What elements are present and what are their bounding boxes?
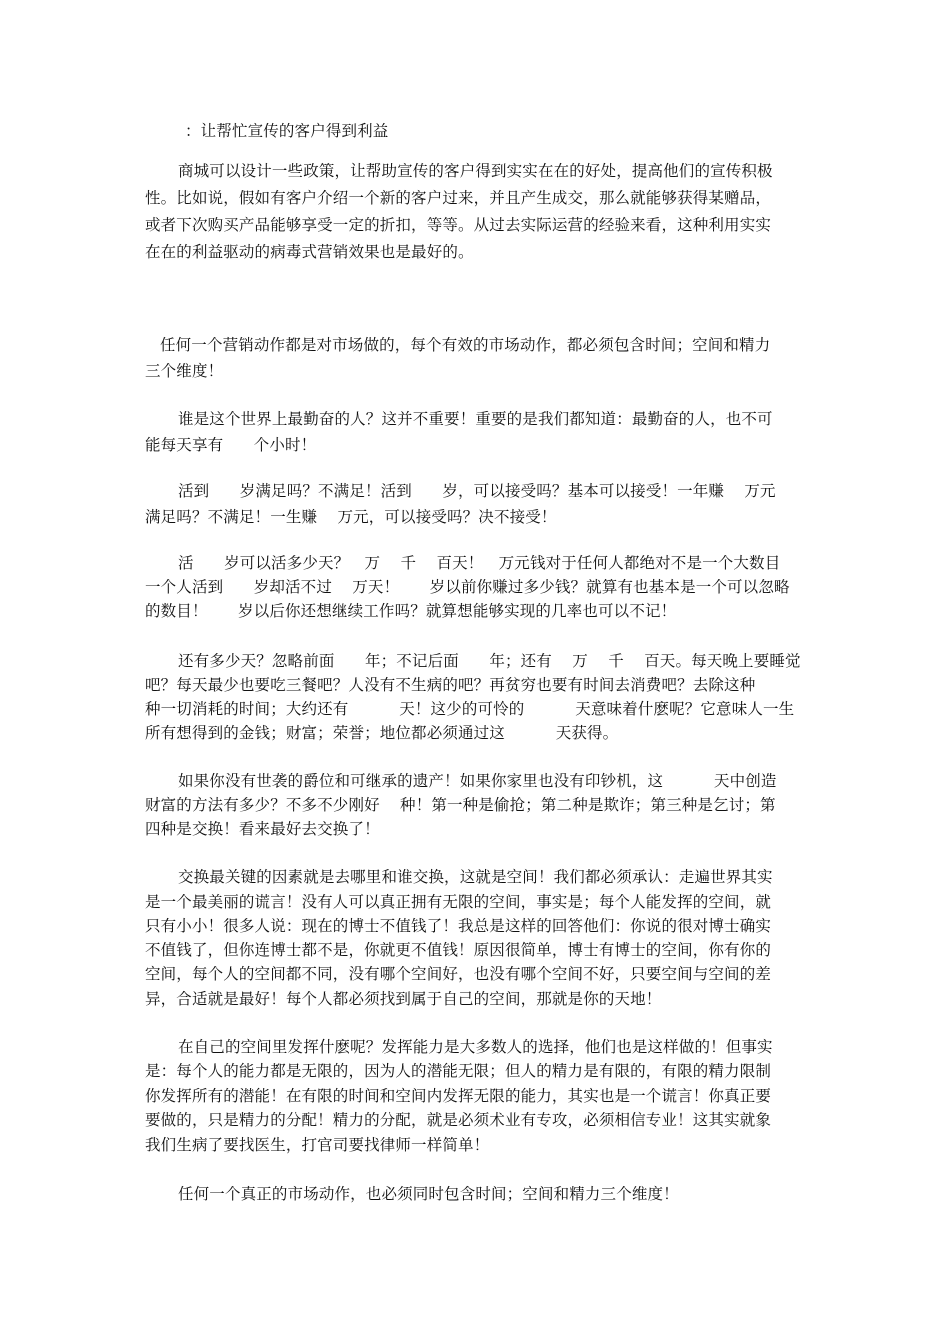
paragraph-9-line-3: 你发挥所有的潜能！在有限的时间和空间内发挥无限的能力，其实也是一个谎言！你真正要 [145,1087,772,1105]
paragraph-6-line-1: 还有多少天？忽略前面 年；不记后面 年；还有 万 千 百天。每天晚上要睡觉 [178,652,801,670]
paragraph-5-line-3: 的数目！ 岁以后你还想继续工作吗？就算想能够实现的几率也可以不记！ [145,602,677,620]
paragraph-6-line-3: 种一切消耗的时间；大约还有 天！这少的可怜的 天意味着什麽呢？它意味人一生 [145,700,795,718]
paragraph-7-line-2: 财富的方法有多少？不多不少刚好 种！第一种是偷抢；第二种是欺诈；第三种是乞讨；第 [145,796,776,814]
paragraph-9-line-1: 在自己的空间里发挥什麽呢？发挥能力是大多数人的选择，他们也是这样做的！但事实 [178,1038,773,1056]
paragraph-10-line-1: 任何一个真正的市场动作，也必须同时包含时间；空间和精力三个维度！ [178,1185,679,1203]
section-heading: ：让帮忙宣传的客户得到利益 [185,122,389,140]
paragraph-2-line-1: 任何一个营销动作都是对市场做的，每个有效的市场动作，都必须包含时间；空间和精力 [160,336,771,354]
paragraph-3-line-2: 能每天享有 个小时！ [145,436,317,454]
paragraph-8-line-4: 不值钱了，但你连博士都不是，你就更不值钱！原因很简单，博士有博士的空间，你有你的 [145,941,772,959]
paragraph-6-line-2: 吧？每天最少也要吃三餐吧？人没有不生病的吧？再贫穷也要有时间去消费吧？去除这种 [145,676,756,694]
paragraph-1-line-1: 商城可以设计一些政策，让帮助宣传的客户得到实实在在的好处，提高他们的宣传积极 [178,162,773,180]
paragraph-3-line-1: 谁是这个世界上最勤奋的人？这并不重要！重要的是我们都知道：最勤奋的人，也不可 [178,410,773,428]
paragraph-1-line-3: 或者下次购买产品能够享受一定的折扣，等等。从过去实际运营的经验来看，这种利用实实 [145,216,772,234]
paragraph-9-line-5: 我们生病了要找医生，打官司要找律师一样简单！ [145,1136,490,1154]
paragraph-7-line-1: 如果你没有世袭的爵位和可继承的遗产！如果你家里也没有印钞机，这 天中创造 [178,772,777,790]
paragraph-8-line-5: 空间，每个人的空间都不同，没有哪个空间好，也没有哪个空间不好，只要空间与空间的差 [145,965,772,983]
paragraph-8-line-3: 只有小小！很多人说：现在的博士不值钱了！我总是这样的回答他们：你说的很对博士确实 [145,917,772,935]
paragraph-7-line-3: 四种是交换！看来最好去交换了！ [145,820,380,838]
paragraph-1-line-4: 在在的利益驱动的病毒式营销效果也是最好的。 [145,243,474,261]
paragraph-8-line-1: 交换最关键的因素就是去哪里和谁交换，这就是空间！我们都必须承认：走遍世界其实 [178,868,773,886]
paragraph-5-line-1: 活 岁可以活多少天？ 万 千 百天！ 万元钱对于任何人都绝对不是一个大数目 [178,554,781,572]
paragraph-8-line-2: 是一个最美丽的谎言！没有人可以真正拥有无限的空间，事实是；每个人能发挥的空间，就 [145,893,772,911]
paragraph-6-line-4: 所有想得到的金钱；财富；荣誉；地位都必须通过这 天获得。 [145,724,619,742]
paragraph-2-line-2: 三个维度！ [145,362,224,380]
paragraph-4-line-2: 满足吗？不满足！一生赚 万元，可以接受吗？决不接受！ [145,508,557,526]
paragraph-5-line-2: 一个人活到 岁却活不过 万天！ 岁以前你赚过多少钱？就算有也基本是一个可以忽略 [145,578,790,596]
paragraph-9-line-4: 要做的，只是精力的分配！精力的分配，就是必须术业有专攻，必须相信专业！这其实就象 [145,1111,772,1129]
paragraph-4-line-1: 活到 岁满足吗？不满足！活到 岁，可以接受吗？基本可以接受！一年赚 万元 [178,482,776,500]
paragraph-8-line-6: 异，合适就是最好！每个人都必须找到属于自己的空间，那就是你的天地！ [145,990,662,1008]
paragraph-9-line-2: 是：每个人的能力都是无限的，因为人的潜能无限；但人的精力是有限的，有限的精力限制 [145,1062,772,1080]
paragraph-1-line-2: 性。比如说，假如有客户介绍一个新的客户过来，并且产生成交，那么就能够获得某赠品， [145,189,772,207]
